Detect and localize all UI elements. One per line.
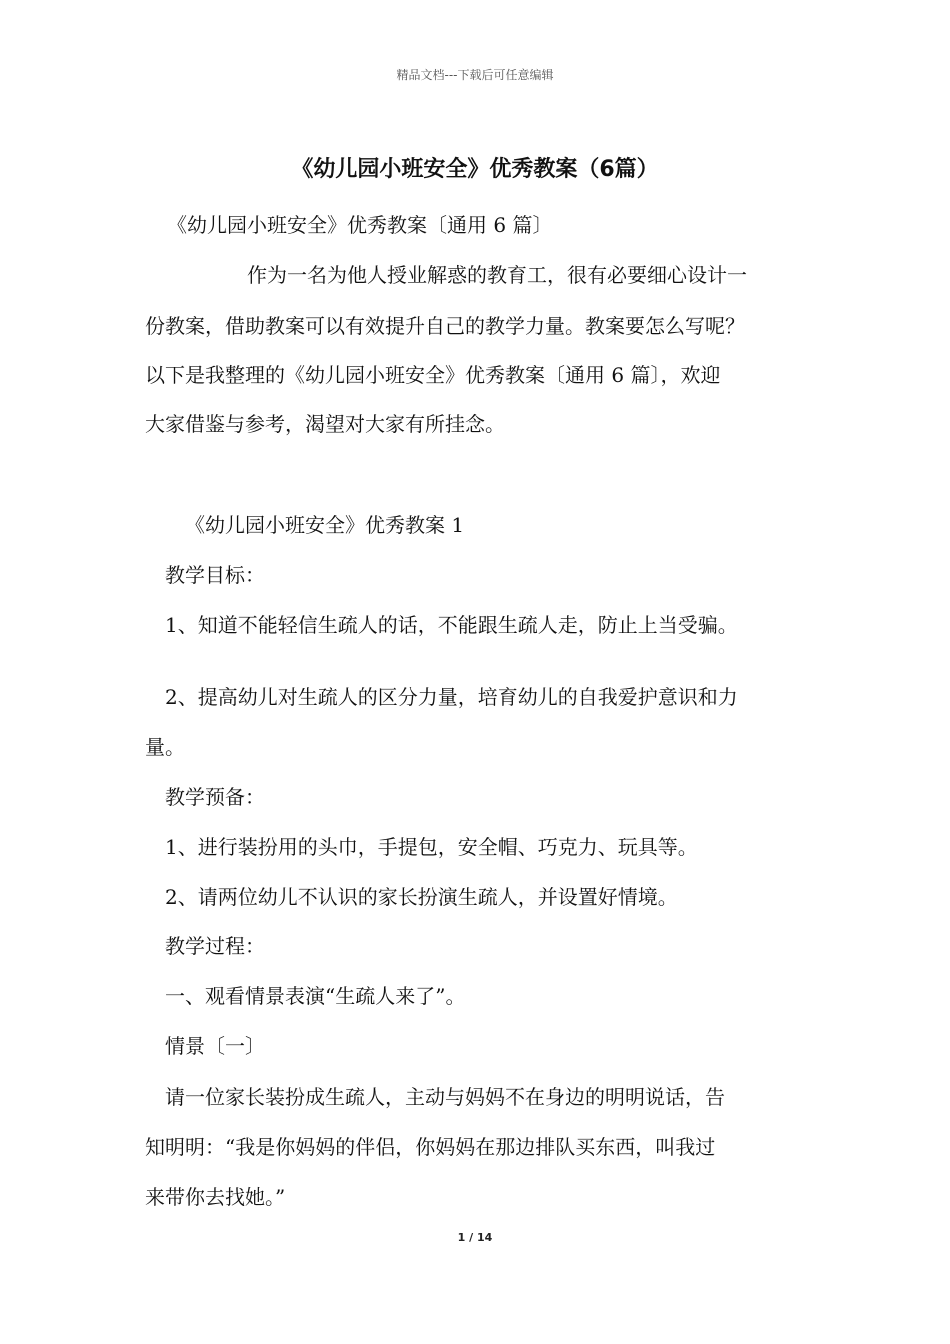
scene-text-line-2: 知明明：“我是你妈妈的伴侣，你妈妈在那边排队买东西，叫我过 (145, 1135, 716, 1159)
page-number: 1 / 14 (457, 1231, 493, 1244)
document-title: 《幼儿园小班安全》优秀教案（6篇） (291, 157, 659, 182)
header-note: 精品文档---下载后可任意编辑 (396, 68, 554, 82)
intro-line-1: 作为一名为他人授业解惑的教育工，很有必要细心设计一 (247, 263, 747, 287)
scene-text-line-1: 请一位家长装扮成生疏人，主动与妈妈不在身边的明明说话，告 (165, 1085, 725, 1109)
prep-item-2: 2、请两位幼儿不认识的家长扮演生疏人，并设置好情境。 (165, 885, 678, 909)
intro-line-3: 以下是我整理的《幼儿园小班安全》优秀教案〔通用 6 篇〕，欢迎 (145, 363, 721, 387)
subtitle-paragraph: 《幼儿园小班安全》优秀教案〔通用 6 篇〕 (167, 213, 553, 237)
process-heading: 教学过程： (165, 934, 265, 958)
goal-item-1: 1、知道不能轻信生疏人的话，不能跟生疏人走，防止上当受骗。 (165, 613, 738, 637)
prep-item-1: 1、进行装扮用的头巾，手提包，安全帽、巧克力、玩具等。 (165, 835, 698, 859)
scene-1-heading: 情景〔一〕 (165, 1034, 265, 1058)
goals-heading: 教学目标： (165, 563, 265, 587)
goal-item-2-continued: 量。 (145, 735, 185, 759)
scene-text-line-3: 来带你去找她。” (145, 1185, 286, 1209)
goal-item-2: 2、提高幼儿对生疏人的区分力量，培育幼儿的自我爱护意识和力 (165, 685, 738, 709)
intro-line-2: 份教案，借助教案可以有效提升自己的教学力量。教案要怎么写呢？ (145, 314, 745, 338)
prep-heading: 教学预备： (165, 785, 265, 809)
process-item-1: 一、观看情景表演“生疏人来了”。 (165, 984, 466, 1008)
section-1-title: 《幼儿园小班安全》优秀教案 1 (185, 513, 465, 537)
intro-line-4: 大家借鉴与参考，渴望对大家有所挂念。 (145, 412, 505, 436)
